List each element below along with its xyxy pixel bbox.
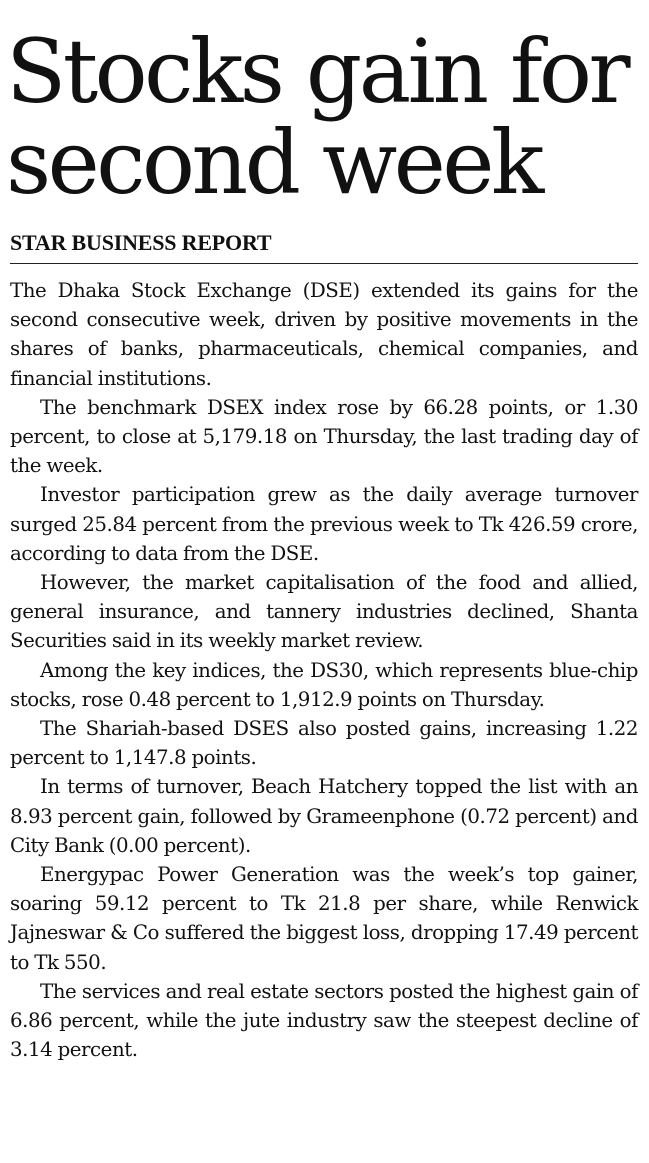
byline: STAR BUSINESS REPORT	[10, 229, 638, 264]
paragraph: Investor participation grew as the daily average turnover surged 25.84 percent from the previous week to Tk 426.59 crore, according to data from the DSE.	[10, 483, 638, 565]
paragraph: However, the market capitalisation of the food and allied, general insurance, and tannery industries declined, Shanta Securities said in its weekly market review.	[10, 571, 638, 653]
paragraph: The Dhaka Stock Exchange (DSE) extended its gains for the second consecutive week, driven by positive movements in the shares of banks, pharmaceuticals, chemical companies, and financial institutions.	[10, 279, 638, 390]
paragraph: The Shariah-based DSES also posted gains, increasing 1.22 percent to 1,147.8 points.	[10, 717, 638, 770]
paragraph: In terms of turnover, Beach Hatchery topped the list with an 8.93 percent gain, followed by Grameenphone (0.72 percent) and City Bank (0.00 percent).	[10, 775, 638, 857]
paragraph: The services and real estate sectors posted the highest gain of 6.86 percent, while the jute industry saw the steepest decline of 3.14 percent.	[10, 979, 638, 1062]
headline: Stocks gain for second week	[6, 20, 628, 214]
paragraph: Energypac Power Generation was the week’s top gainer, soaring 59.12 percent to Tk 21.8 per share, while Renwick Jajneswar & Co suffered the biggest loss, dropping 17.49 percent to Tk 550.	[10, 863, 638, 974]
paragraph: Among the key indices, the DS30, which represents blue-chip stocks, rose 0.48 percent to 1,912.9 points on Thursday.	[10, 658, 638, 711]
paragraph: The benchmark DSEX index rose by 66.28 points, or 1.30 percent, to close at 5,179.18 on Thursday, the last trading day of the week.	[10, 395, 638, 478]
news-article	[6, 0, 638, 1064]
article-body	[10, 276, 638, 1064]
